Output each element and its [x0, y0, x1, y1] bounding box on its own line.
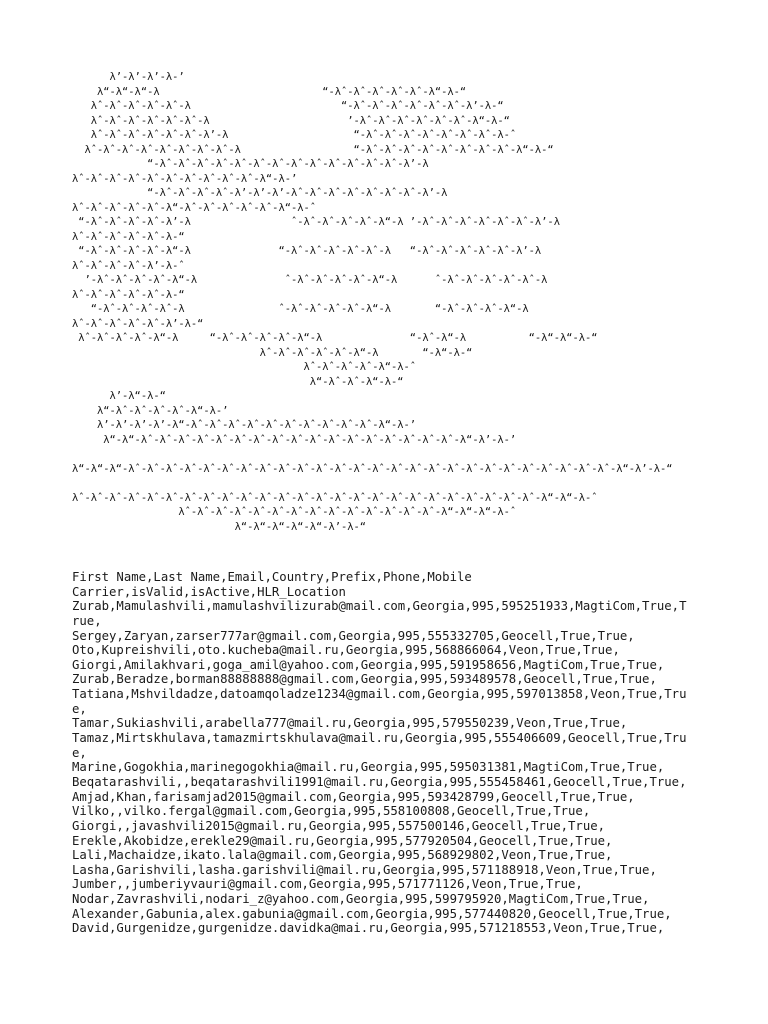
csv-record-line: Jumber,,jumberiyvauri@gmail.com,Georgia,995,571771126,Veon,True,True,	[72, 877, 583, 892]
csv-record-line: David,Gurgenidze,gurgenidze.davidka@mai.ru,Georgia,995,571218553,Veon,True,True,	[72, 921, 665, 936]
csv-record-line: Amjad,Khan,farisamjad2015@gmail.com,Georgia,995,593428799,Geocell,True,True,	[72, 789, 635, 804]
art-line: λˆ-λˆ-λˆ-λˆ-λˆ-λ“-λ “-λ“-λ-“	[72, 346, 473, 359]
csv-record-line: Lali,Machaidze,ikato.lala@gmail.com,Georgia,995,568929802,Veon,True,True,	[72, 848, 613, 863]
csv-record-line: Vilko,,vilko.fergal@gmail.com,Georgia,995,558100808,Geocell,True,True,	[72, 804, 591, 819]
art-line: λˆ-λˆ-λˆ-λˆ-λˆ-λ-“	[72, 288, 185, 301]
csv-record-line: Sergey,Zaryan,zarser777ar@gmail.com,Georgia,995,555332705,Geocell,True,True,	[72, 628, 635, 643]
art-line: λˆ-λˆ-λˆ-λˆ-λˆ-λˆ-λˆ-λˆ-λˆ-λˆ-λˆ-λˆ-λˆ-λˆ-λ“-λ“-λ“-λ-ˆ	[72, 506, 517, 518]
csv-header-line: Carrier,isValid,isActive,HLR_Location	[72, 584, 346, 599]
art-line: λˆ-λˆ-λˆ-λˆ-λˆ-λˆ-λˆ-λˆ-λˆ-λˆ-λˆ-λˆ-λˆ-λˆ-λˆ-λˆ-λˆ-λˆ-λˆ-λˆ-λˆ-λˆ-λˆ-λˆ-λˆ-λ“-λ“-λ-ˆ	[72, 491, 598, 504]
csv-record-line: Zurab,Mamulashvili,mamulashvilizurab@mail.com,Georgia,995,595251933,MagtiCom,True,T	[72, 599, 687, 614]
csv-record-line: e,	[72, 745, 87, 760]
csv-record-line: Tamar,Sukiashvili,arabella777@mail.ru,Georgia,995,579550239,Veon,True,True,	[72, 716, 628, 731]
art-line: λ“-λ“-λ“-λˆ-λˆ-λˆ-λˆ-λˆ-λˆ-λˆ-λˆ-λˆ-λˆ-λˆ-λˆ-λˆ-λˆ-λˆ-λˆ-λˆ-λˆ-λˆ-λˆ-λˆ-λˆ-λˆ-λˆ-λˆ-λˆ-λ“-λ’-λ-“	[72, 462, 673, 475]
art-line: λˆ-λˆ-λˆ-λˆ-λˆ-λ-“	[72, 230, 185, 243]
csv-record-line: Erekle,Akobidze,erekle29@mail.ru,Georgia,995,577920504,Geocell,True,True,	[72, 833, 613, 848]
csv-record-line: Marine,Gogokhia,marinegogokhia@mail.ru,Georgia,995,595031381,MagtiCom,True,True,	[72, 760, 665, 775]
art-line: “-λˆ-λˆ-λˆ-λˆ-λ“-λ “-λˆ-λˆ-λˆ-λˆ-λˆ-λ “-λˆ-λˆ-λˆ-λˆ-λˆ-λ’-λ	[72, 245, 542, 257]
art-line: λˆ-λˆ-λˆ-λˆ-λˆ-λˆ-λˆ-λˆ-λ “-λˆ-λˆ-λˆ-λˆ-λˆ-λˆ-λˆ-λˆ-λ“-λ-“	[72, 143, 554, 156]
art-line: “-λˆ-λˆ-λˆ-λˆ-λ’-λ’-λ’-λˆ-λˆ-λˆ-λˆ-λˆ-λˆ-λˆ-λ’-λ	[72, 187, 448, 199]
art-line: λ’-λ’-λ’-λ’-λ“-λˆ-λˆ-λˆ-λˆ-λˆ-λˆ-λˆ-λˆ-λˆ-λˆ-λ“-λ-’	[72, 419, 417, 431]
csv-record-line: Alexander,Gabunia,alex.gabunia@gmail.com,Georgia,995,577440820,Geocell,True,True,	[72, 906, 672, 921]
art-line: λˆ-λˆ-λˆ-λˆ-λ“-λ “-λˆ-λˆ-λˆ-λˆ-λ“-λ “-λˆ-λ“-λ “-λ“-λ“-λ-“	[72, 332, 598, 344]
art-line: λ’-λ“-λ-“	[72, 390, 166, 402]
csv-record-line: Nodar,Zavrashvili,nodari_z@yahoo.com,Georgia,995,599795920,MagtiCom,True,True,	[72, 892, 650, 907]
art-line: λˆ-λˆ-λˆ-λˆ-λˆ-λˆ-λ ’-λˆ-λˆ-λˆ-λˆ-λˆ-λˆ-λ“-λ-“	[72, 114, 510, 127]
art-line	[72, 476, 692, 491]
art-line: “-λˆ-λˆ-λˆ-λˆ-λ ˆ-λˆ-λˆ-λˆ-λˆ-λ“-λ “-λˆ-λˆ-λˆ-λ“-λ	[72, 303, 529, 315]
csv-record-line: Beqatarashvili,,beqatarashvili1991@mail.ru,Georgia,995,555458461,Geocell,True,True,	[72, 774, 687, 789]
csv-record-line: Tamaz,Mirtskhulava,tamazmirtskhulava@mail.ru,Georgia,995,555406609,Geocell,True,Tru	[72, 731, 687, 746]
art-line: λˆ-λˆ-λˆ-λˆ-λˆ-λ’-λ-“	[72, 317, 204, 330]
csv-record-line: Lasha,Garishvili,lasha.garishvili@mail.ru,Georgia,995,571188918,Veon,True,True,	[72, 862, 657, 877]
art-line: λˆ-λˆ-λˆ-λˆ-λˆ-λˆ-λˆ-λˆ-λˆ-λˆ-λ“-λ-’	[72, 172, 298, 185]
art-line: “-λˆ-λˆ-λˆ-λˆ-λˆ-λˆ-λˆ-λˆ-λˆ-λˆ-λˆ-λˆ-λˆ-λ’-λ	[72, 158, 429, 170]
art-line: “-λˆ-λˆ-λˆ-λˆ-λ’-λ ˆ-λˆ-λˆ-λˆ-λˆ-λ“-λ ’-λˆ-λˆ-λˆ-λˆ-λˆ-λˆ-λ’-λ	[72, 216, 560, 228]
csv-record-line: Zurab,Beradze,borman88888888@gmail.com,Georgia,995,593489578,Geocell,True,True,	[72, 672, 657, 687]
art-line: λ“-λ“-λˆ-λˆ-λˆ-λˆ-λˆ-λˆ-λˆ-λˆ-λˆ-λˆ-λˆ-λˆ-λˆ-λˆ-λˆ-λˆ-λˆ-λ“-λ’-λ-’	[72, 433, 517, 446]
art-line: λˆ-λˆ-λˆ-λˆ-λˆ-λˆ-λ’-λ “-λˆ-λˆ-λˆ-λˆ-λˆ-λˆ-λˆ-λ-ˆ	[72, 129, 517, 141]
csv-record-line: Giorgi,,javashvili2015@gmail.ru,Georgia,995,557500146,Geocell,True,True,	[72, 818, 606, 833]
art-line: λ“-λˆ-λˆ-λˆ-λˆ-λ“-λ-’	[72, 404, 229, 417]
art-line	[72, 447, 692, 462]
csv-record-line: e,	[72, 701, 87, 716]
csv-header-line: First Name,Last Name,Email,Country,Prefix,Phone,Mobile	[72, 570, 472, 584]
garbled-ascii-art	[72, 70, 692, 534]
csv-record-line: Tatiana,Mshvildadze,datoamqoladze1234@gmail.com,Georgia,995,597013858,Veon,True,Tru	[72, 687, 687, 702]
art-line: ’-λˆ-λˆ-λˆ-λˆ-λ“-λ ˆ-λˆ-λˆ-λˆ-λˆ-λ“-λ ˆ-λˆ-λˆ-λˆ-λˆ-λˆ-λ	[72, 274, 548, 286]
csv-record-line: Oto,Kupreishvili,oto.kucheba@mail.ru,Georgia,995,568866064,Veon,True,True,	[72, 643, 620, 658]
art-line: λ’-λ’-λ’-λ-’	[72, 71, 185, 83]
art-line: λ“-λ“-λ“-λ“-λ“-λ’-λ-“	[72, 520, 367, 533]
csv-record-line: rue,	[72, 613, 102, 628]
art-line: λˆ-λˆ-λˆ-λˆ-λˆ-λ“-λˆ-λˆ-λˆ-λˆ-λˆ-λ“-λ-ˆ	[72, 201, 316, 214]
art-line: λ“-λ“-λ“-λ “-λˆ-λˆ-λˆ-λˆ-λˆ-λ“-λ-“	[72, 85, 467, 98]
csv-data-block	[72, 570, 700, 936]
art-line: λˆ-λˆ-λˆ-λˆ-λ“-λ-ˆ	[72, 361, 417, 373]
art-line: λˆ-λˆ-λˆ-λˆ-λ’-λ-ˆ	[72, 259, 185, 272]
art-line: λˆ-λˆ-λˆ-λˆ-λˆ-λ “-λˆ-λˆ-λˆ-λˆ-λˆ-λˆ-λ’-λ-“	[72, 100, 504, 112]
csv-record-line: Giorgi,Amilakhvari,goga_amil@yahoo.com,Georgia,995,591958656,MagtiCom,True,True,	[72, 657, 665, 672]
art-line: λ“-λˆ-λˆ-λ“-λ-“	[72, 375, 404, 388]
